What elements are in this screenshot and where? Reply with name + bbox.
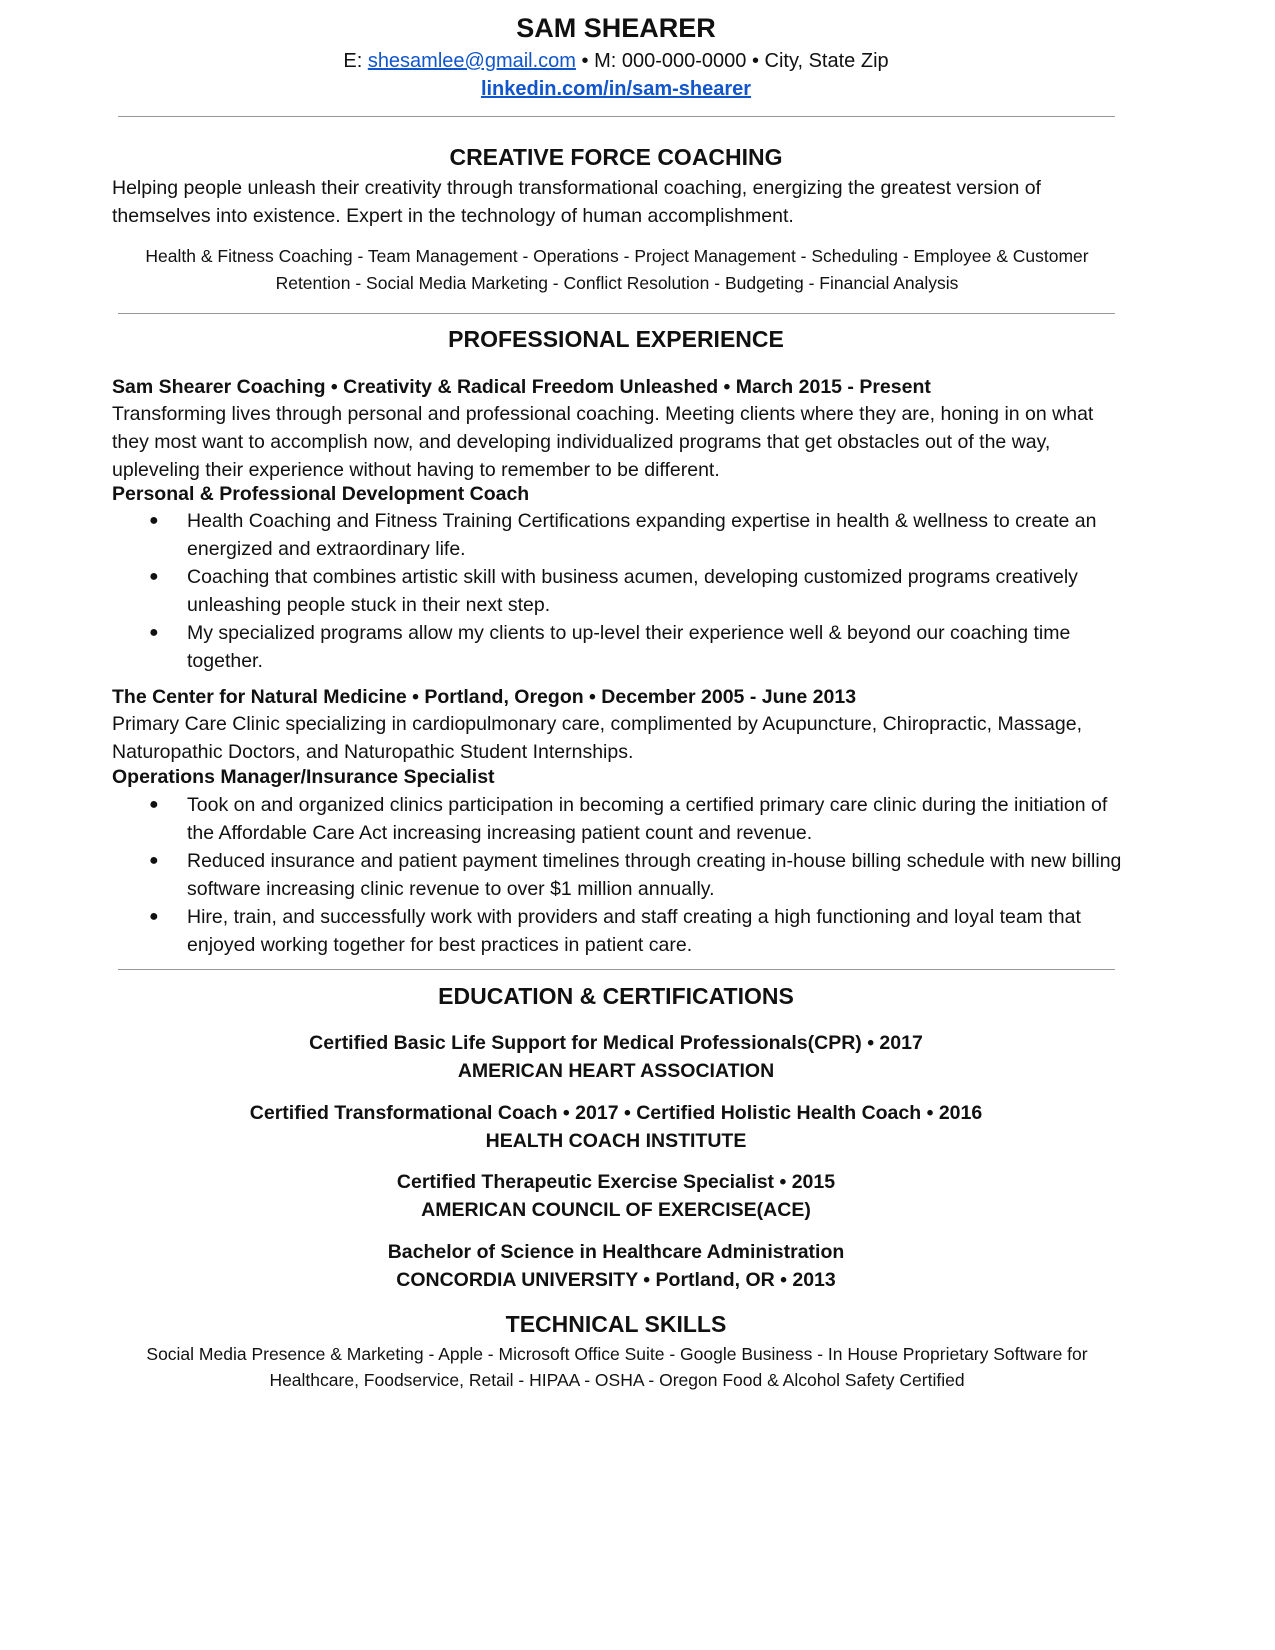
institution-line: AMERICAN HEART ASSOCIATION (457, 1060, 775, 1082)
email-prefix: E: (343, 50, 368, 72)
bullet-icon: ● (149, 852, 159, 869)
skills-list: Social Media Presence & Marketing - Apple - Microsoft Office Suite - Google Business - In House Proprietary Software for Healthcare, Foodservice, Retail - HIPAA - OSHA - Oregon Food & Alcohol Safety Certified (146, 1344, 1088, 1390)
list-item (112, 563, 1122, 619)
bullet-text: Reduced insurance and patient payment timelines through creating in-house billing schedule with new billing software increasing clinic revenue to over $1 million annually. (187, 850, 1122, 900)
summary-text: Helping people unleash their creativity through transformational coaching, energizing the greatest version of themselves into existence. Expert in the technology of human accomplishment. (112, 177, 1041, 227)
experience-title: PROFESSIONAL EXPERIENCE (448, 326, 784, 352)
list-item (112, 903, 1122, 959)
job-role: Personal & Professional Development Coach (112, 483, 530, 505)
credential-line: Bachelor of Science in Healthcare Administration (387, 1241, 845, 1263)
divider (118, 313, 1115, 314)
summary-title: CREATIVE FORCE COACHING (449, 144, 783, 170)
divider (118, 969, 1115, 970)
candidate-name: SAM SHEARER (516, 13, 716, 43)
linkedin-line (0, 76, 1232, 102)
credential-line: Certified Therapeutic Exercise Specialist • 2015 (396, 1171, 836, 1193)
divider (118, 116, 1115, 117)
contact-line (0, 48, 1232, 74)
bullet-icon: ● (149, 568, 159, 585)
bullet-icon: ● (149, 796, 159, 813)
list-item (112, 507, 1122, 563)
contact-details: • M: 000-000-0000 • City, State Zip (575, 50, 889, 72)
institution-line: AMERICAN COUNCIL OF EXERCISE(ACE) (421, 1199, 811, 1221)
job-role: Operations Manager/Insurance Specialist (112, 766, 495, 788)
job-description: Transforming lives through personal and professional coaching. Meeting clients where they are, honing in on what they most want to accomplish now, and developing individualized programs that get obstacles out of the way, upleveling their experience without having to remember to be different. (112, 403, 1094, 481)
bullet-text: My specialized programs allow my clients to up-level their experience well & beyond our coaching time together. (187, 622, 1071, 672)
job-description: Primary Care Clinic specializing in cardiopulmonary care, complimented by Acupuncture, Chiropractic, Massage, Naturopathic Doctors, and Naturopathic Student Internships. (112, 713, 1082, 763)
keywords-list: Health & Fitness Coaching - Team Management - Operations - Project Management - Scheduling - Employee & Customer Retention - Social Media Marketing - Conflict Resolution - Budgeting - Financial Analysis (145, 246, 1089, 293)
institution-line: HEALTH COACH INSTITUTE (485, 1130, 747, 1152)
job-header: Sam Shearer Coaching • Creativity & Radical Freedom Unleashed • March 2015 - Present (112, 376, 931, 398)
job-bullets (112, 507, 1122, 675)
list-item (112, 847, 1122, 903)
skills-title: TECHNICAL SKILLS (505, 1311, 727, 1337)
bullet-text: Hire, train, and successfully work with providers and staff creating a high functioning and loyal team that enjoyed working together for best practices in patient care. (187, 906, 1081, 956)
list-item (112, 791, 1122, 847)
bullet-icon: ● (149, 624, 159, 641)
bullet-icon: ● (149, 908, 159, 925)
education-item (0, 1099, 1232, 1155)
job-bullets (112, 791, 1122, 959)
list-item (112, 619, 1122, 675)
bullet-text: Took on and organized clinics participation in becoming a certified primary care clinic during the initiation of the Affordable Care Act increasing increasing patient count and revenue. (187, 794, 1108, 844)
email-link[interactable]: shesamlee@gmail.com (367, 50, 576, 72)
institution-line: CONCORDIA UNIVERSITY • Portland, OR • 2013 (396, 1269, 836, 1291)
education-title: EDUCATION & CERTIFICATIONS (438, 983, 794, 1009)
credential-line: Certified Basic Life Support for Medical Professionals(CPR) • 2017 (309, 1032, 923, 1054)
bullet-text: Coaching that combines artistic skill with business acumen, developing customized programs creatively unleashing people stuck in their next step. (187, 566, 1078, 616)
education-item (0, 1168, 1232, 1224)
education-item (0, 1029, 1232, 1085)
bullet-icon: ● (149, 512, 159, 529)
education-item (0, 1238, 1232, 1294)
credential-line: Certified Transformational Coach • 2017 • Certified Holistic Health Coach • 2016 (249, 1102, 983, 1124)
bullet-text: Health Coaching and Fitness Training Certifications expanding expertise in health & wellness to create an energized and extraordinary life. (187, 510, 1097, 560)
job-header: The Center for Natural Medicine • Portland, Oregon • December 2005 - June 2013 (112, 686, 857, 708)
linkedin-link[interactable]: linkedin.com/in/sam-shearer (480, 78, 752, 100)
